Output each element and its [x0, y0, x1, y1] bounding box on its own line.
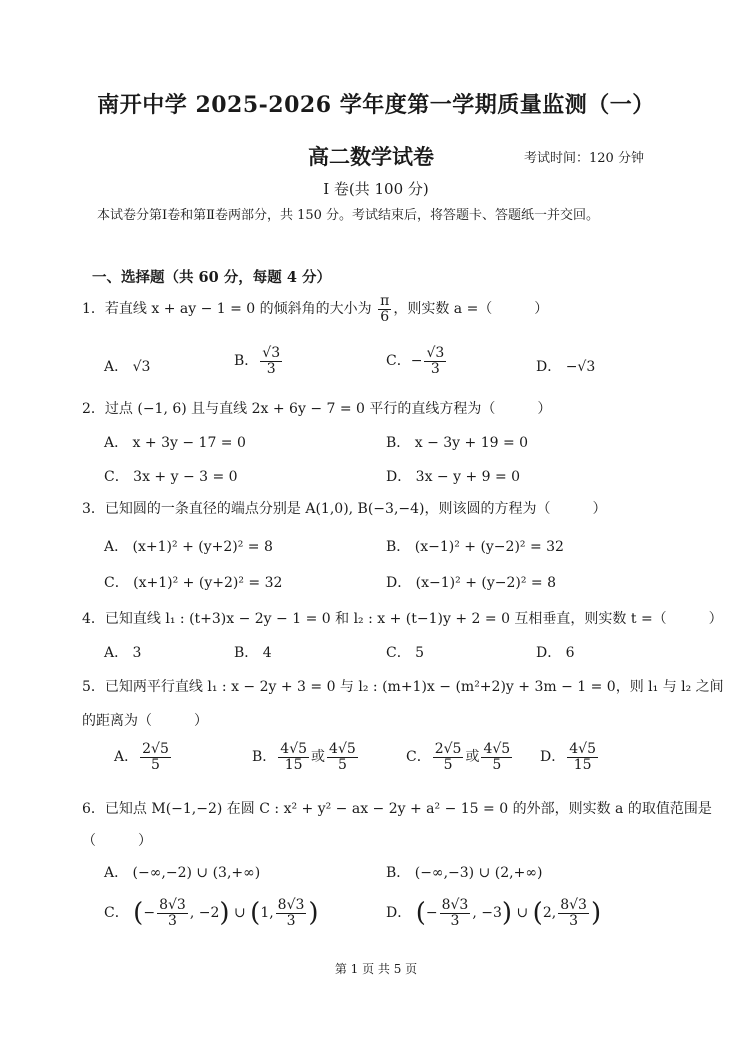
q3-option-c: C． (x+1)² + (y+2)² = 32	[104, 575, 283, 591]
q6-option-d: D． (− $\frac{8√3}{3}$ , −3) ∪ (2, $\frac{8√3}{3}$ )	[386, 897, 602, 929]
part-heading: I 卷(共 100 分)	[323, 180, 429, 198]
q4-option-a: A． 3	[104, 645, 142, 661]
q4-option-d: D． 6	[536, 645, 575, 661]
question-4-stem: 4．已知直线 l₁ : (t+3)x − 2y − 1 = 0 和 l₂ : x + (t−1)y + 2 = 0 互相垂直，则实数 t =（ ）	[82, 611, 723, 627]
question-3-stem: 3．已知圆的一条直径的端点分别是 A(1,0), B(−3,−4)，则该圆的方程为（ ）	[82, 501, 607, 517]
q3-option-b: B． (x−1)² + (y−2)² = 32	[386, 539, 564, 555]
q1-equation: x + ay − 1 = 0	[151, 301, 256, 318]
question-6-stem: 6．已知点 M(−1,−2) 在圆 C : x² + y² − ax − 2y + a² − 15 = 0 的外部，则实数 a 的取值范围是	[82, 801, 712, 817]
q6-option-b: B． (−∞,−3) ∪ (2,+∞)	[386, 865, 543, 881]
question-5-stem: 5．已知两平行直线 l₁ : x − 2y + 3 = 0 与 l₂ : (m+1)x − (m²+2)y + 3m − 1 = 0，则 l₁ 与 l₂ 之间	[82, 679, 724, 695]
q4-option-c: C． 5	[386, 645, 425, 661]
q2-option-d: D． 3x − y + 9 = 0	[386, 469, 521, 485]
exam-subtitle: 高二数学试卷	[308, 144, 434, 169]
question-1-stem	[82, 294, 548, 324]
q1-middle: 的倾斜角的大小为	[255, 301, 377, 318]
q4-option-b: B． 4	[234, 645, 272, 661]
section-heading: 一、选择题（共 60 分，每题 4 分）	[92, 269, 331, 286]
q5-option-b: B． $\frac{4√5}{15}$ 或 $\frac{4√5}{5}$	[252, 741, 356, 773]
exam-title: 南开中学 2025-2026 学年度第一学期质量监测（一）	[97, 92, 655, 118]
q5-option-a: A． $\frac{2√5}{5}$	[114, 741, 169, 773]
q1-option-a: A． √3	[104, 359, 151, 375]
q3-option-d: D． (x−1)² + (y−2)² = 8	[386, 575, 556, 591]
question-5-stem-continued: 的距离为（ ）	[82, 713, 208, 729]
q3-option-a: A． (x+1)² + (y+2)² = 8	[104, 539, 273, 555]
q2-option-a: A． x + 3y − 17 = 0	[104, 435, 246, 451]
page-footer: 第 1 页 共 5 页	[334, 962, 418, 976]
q6-option-a: A． (−∞,−2) ∪ (3,+∞)	[104, 865, 261, 881]
q1-option-c: C．− $\frac{√3}{3}$	[386, 345, 445, 377]
exam-intro: 本试卷分第Ⅰ卷和第Ⅱ卷两部分，共 150 分。考试结束后，将答题卡、答题纸一并交回。	[97, 208, 600, 223]
question-6-stem-continued: （ ）	[82, 833, 152, 849]
q1-prefix: 1．若直线	[82, 301, 152, 318]
q1-option-b: B． $\frac{√3}{3}$	[234, 345, 281, 377]
exam-time: 考试时间：120 分钟	[524, 151, 644, 166]
q1-angle-fraction: $\frac{\pi}{6}$	[380, 293, 390, 325]
q2-option-b: B． x − 3y + 19 = 0	[386, 435, 529, 451]
q1-option-d: D． −√3	[536, 359, 596, 375]
q5-option-d: D． $\frac{4√5}{15}$	[540, 741, 596, 773]
q2-option-c: C． 3x + y − 3 = 0	[104, 469, 238, 485]
q6-option-c: C． (− $\frac{8√3}{3}$ , −2) ∪ (1, $\frac{8√3}{3}$ )	[104, 897, 319, 929]
q1-suffix: ，则实数 a =（ ）	[393, 301, 549, 318]
q5-option-c: C． $\frac{2√5}{5}$ 或 $\frac{4√5}{5}$	[406, 741, 511, 773]
question-2-stem: 2．过点 (−1, 6) 且与直线 2x + 6y − 7 = 0 平行的直线方程为（ ）	[82, 401, 552, 417]
